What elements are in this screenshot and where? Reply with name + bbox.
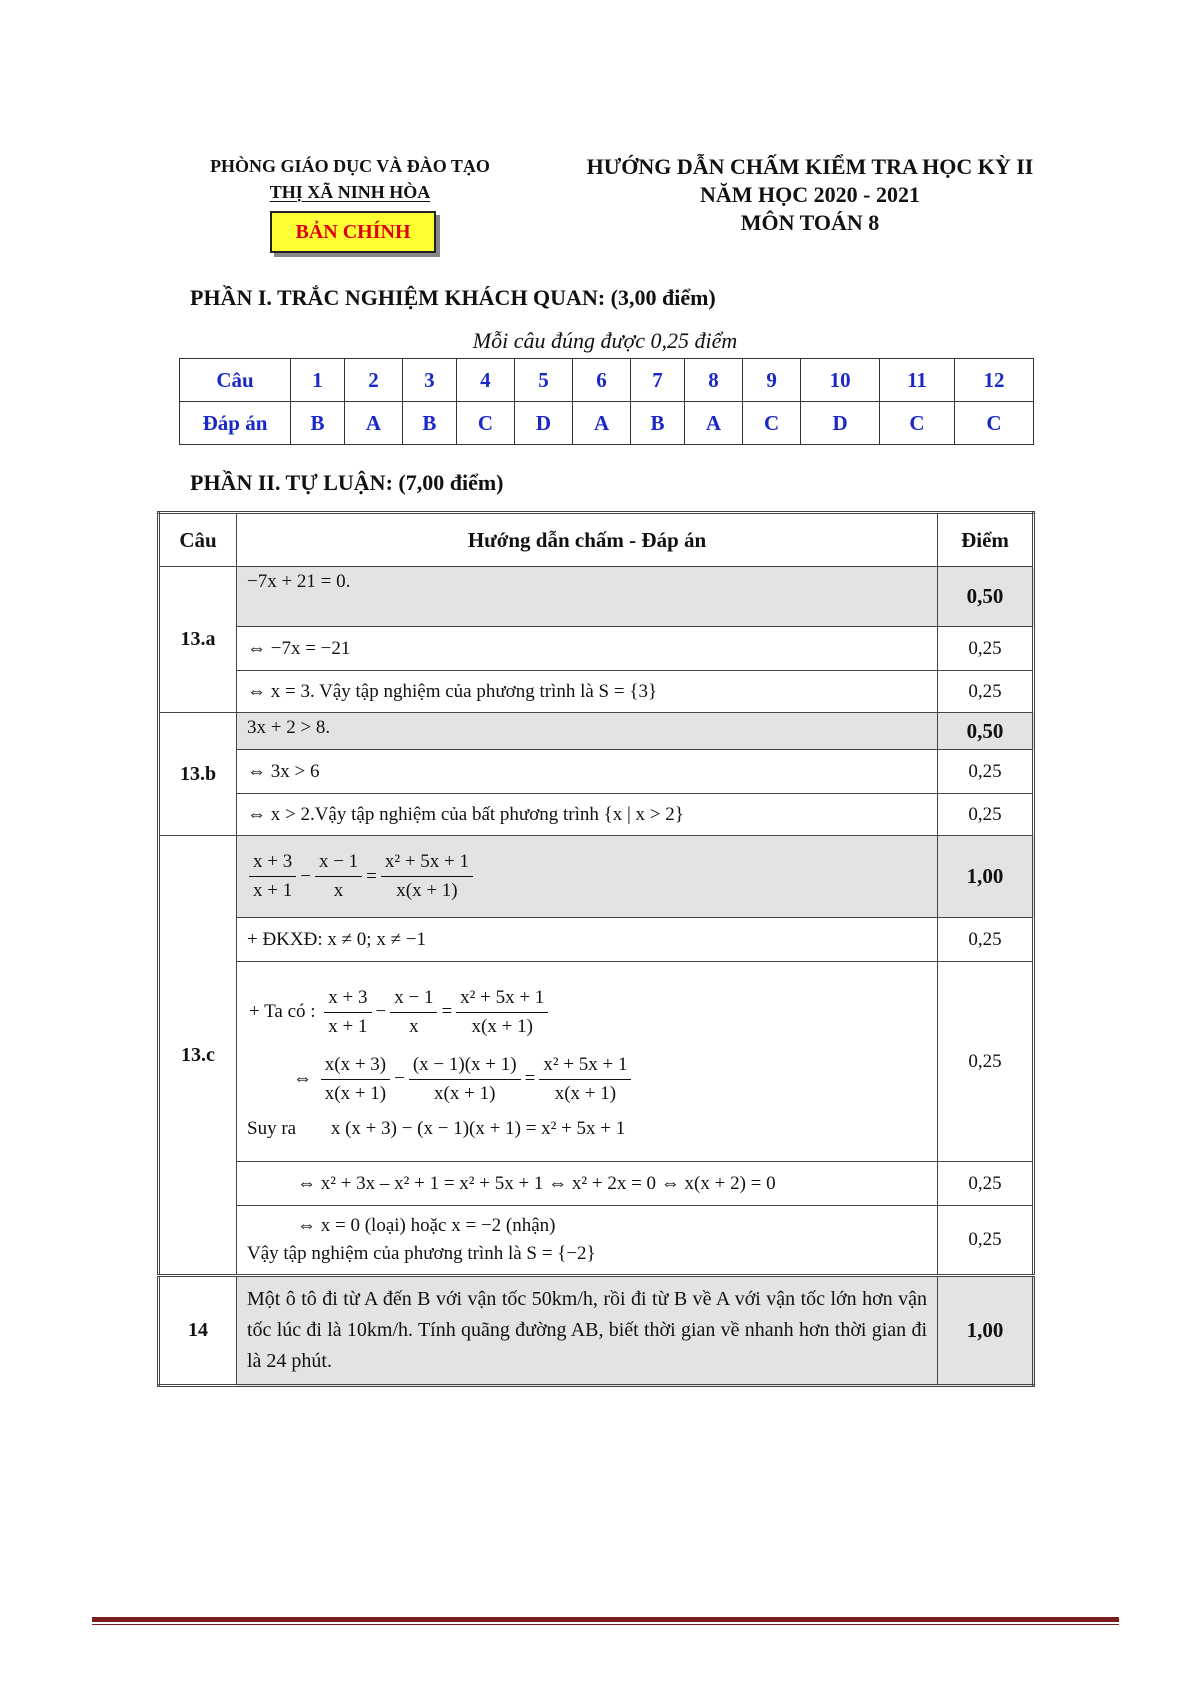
equals-sign: = [366,865,377,887]
points: 0,50 [938,567,1034,627]
question-number: 9 [743,359,801,402]
question-number: 6 [573,359,631,402]
grading-table [157,511,1035,1387]
solution-set: Vậy tập nghiệm của phương trình là S = {−2} [247,1243,596,1264]
question-number: 4 [456,359,514,402]
points: 0,25 [938,627,1034,671]
numerator: x² + 5x + 1 [381,848,473,877]
org-line-1: PHÒNG GIÁO DỤC VÀ ĐÀO TẠO [210,156,490,176]
points: 0,25 [938,1206,1034,1276]
fraction [321,1051,390,1108]
answer-letter: A [573,402,631,445]
denominator: x(x + 1) [434,1082,496,1104]
conclusion-step [237,1206,938,1276]
fraction [249,848,296,905]
col-guide: Hướng dẫn chấm - Đáp án [237,513,938,567]
title-line-2: NĂM HỌC 2020 - 2021 [700,182,920,207]
minus-sign: − [394,1068,405,1089]
denominator: x + 1 [328,1015,368,1037]
question-number: 8 [684,359,742,402]
numerator: x − 1 [390,984,437,1013]
question-number: 3 [402,359,456,402]
answer-letter: C [954,402,1033,445]
transformation-step [237,962,938,1162]
fraction [390,984,437,1041]
fraction [324,984,371,1041]
equivalent-line [247,1051,927,1108]
suyra-label: Suy ra [247,1117,297,1139]
problem-statement: Một ô tô đi từ A đến B với vận tốc 50km/h, rồi đi từ B về A với vận tốc lớn hơn vận tốc lúc đi là 10km/h. Tính quãng đường AB, biết thời gian về nhanh hơn thời gian đi là 24 phút. [237,1276,938,1386]
title-line-3: MÔN TOÁN 8 [740,210,880,235]
suyra-expression: x (x + 3) − (x − 1)(x + 1) = x² + 5x + 1 [330,1117,626,1139]
taco-line [247,984,927,1041]
equals-sign: = [441,1001,453,1022]
answer-letter: B [631,402,685,445]
table-row [159,962,1034,1162]
answer-key-table [179,358,1034,445]
denominator: x(x + 1) [471,1015,533,1037]
table-row [159,1206,1034,1276]
answer-row-label: Đáp án [180,402,291,445]
solution-step: ⇔ x = 0 (loại) hoặc x = −2 (nhận) [297,1215,556,1236]
solution-step: ⇔ x > 2.Vậy tập nghiệm của bất phương trình {x | x > 2} [237,794,938,836]
denominator: x(x + 1) [396,880,458,901]
grading-table-header [159,513,1034,567]
col-points: Điểm [938,513,1034,567]
denominator: x [333,880,344,901]
denominator: x(x + 1) [324,1082,387,1104]
condition-step: + ĐKXĐ: x ≠ 0; x ≠ −1 [237,918,938,962]
question-number: 1 [291,359,345,402]
numerator: x(x + 3) [321,1051,390,1080]
points: 1,00 [938,836,1034,918]
answer-letter: D [514,402,572,445]
points: 0,25 [938,918,1034,962]
question-label: 13.b [159,713,237,836]
solution-step: ⇔ 3x > 6 [237,750,938,794]
minus-sign: − [375,1001,387,1022]
answer-letter: C [743,402,801,445]
table-row [159,918,1034,962]
points: 0,25 [938,1162,1034,1206]
solution-step: ⇔ −7x = −21 [237,627,938,671]
table-row [159,750,1034,794]
answer-row [180,402,1034,445]
footer-divider [92,1617,1119,1622]
org-line-2: THỊ XÃ NINH HÒA [269,182,431,202]
denominator: x(x + 1) [554,1082,617,1104]
numerator: x − 1 [315,848,362,877]
points: 0,50 [938,713,1034,750]
numerator: x + 3 [324,984,371,1013]
minus-sign: − [300,865,311,887]
fraction [539,1051,631,1108]
points: 0,25 [938,794,1034,836]
fraction [381,848,473,905]
answer-letter: C [880,402,955,445]
answer-letter: B [291,402,345,445]
equivalence-sign: ⇔ [293,1068,312,1089]
question-number: 2 [344,359,402,402]
question-label: 13.a [159,567,237,713]
points: 0,25 [938,750,1034,794]
numerator: x + 3 [249,848,296,877]
answer-letter: C [456,402,514,445]
question-number: 5 [514,359,572,402]
table-row [159,627,1034,671]
title-line-1: HƯỚNG DẪN CHẤM KIỂM TRA HỌC KỲ II [586,154,1034,179]
table-row [159,671,1034,713]
fraction [456,984,548,1041]
question-number: 12 [954,359,1033,402]
points: 0,25 [938,962,1034,1162]
part1-heading: PHẦN I. TRẮC NGHIỆM KHÁCH QUAN: (3,00 điểm) [190,285,716,310]
question-number: 7 [631,359,685,402]
suyra-line [247,1118,927,1140]
department-header [170,153,530,205]
denominator: x + 1 [253,880,293,901]
problem-equation [237,836,938,918]
solution-step: ⇔ x² + 3x – x² + 1 = x² + 5x + 1 ⇔ x² + 2x = 0 ⇔ x(x + 2) = 0 [237,1162,938,1206]
document-title [560,153,1060,237]
points: 0,25 [938,671,1034,713]
question-label: 13.c [159,836,237,1276]
answer-letter: D [801,402,880,445]
table-row [159,567,1034,627]
question-number: 11 [880,359,955,402]
part2-heading: PHẦN II. TỰ LUẬN: (7,00 điểm) [190,470,504,495]
question-label: 14 [159,1276,237,1386]
numerator: x² + 5x + 1 [539,1051,631,1080]
col-question: Câu [159,513,237,567]
answer-letter: A [344,402,402,445]
question-number: 10 [801,359,880,402]
answer-letter: B [402,402,456,445]
table-row [159,794,1034,836]
fraction [409,1051,521,1108]
problem-statement: 3x + 2 > 8. [237,713,938,750]
official-copy-stamp: BẢN CHÍNH [270,211,436,253]
table-row [159,836,1034,918]
taco-label: + Ta có : [249,1001,316,1022]
question-row-label: Câu [180,359,291,402]
problem-statement: −7x + 21 = 0. [237,567,938,627]
solution-step: ⇔ x = 3. Vậy tập nghiệm của phương trình là S = {3} [237,671,938,713]
numerator: (x − 1)(x + 1) [409,1051,521,1080]
points: 1,00 [938,1276,1034,1386]
question-row [180,359,1034,402]
fraction [315,848,362,905]
table-row [159,1162,1034,1206]
equals-sign: = [524,1068,536,1089]
part1-note: Mỗi câu đúng được 0,25 điểm [472,328,738,353]
denominator: x [409,1015,419,1037]
numerator: x² + 5x + 1 [456,984,548,1013]
table-row [159,713,1034,750]
table-row [159,1276,1034,1386]
answer-letter: A [684,402,742,445]
footer-divider-thin [92,1624,1119,1625]
